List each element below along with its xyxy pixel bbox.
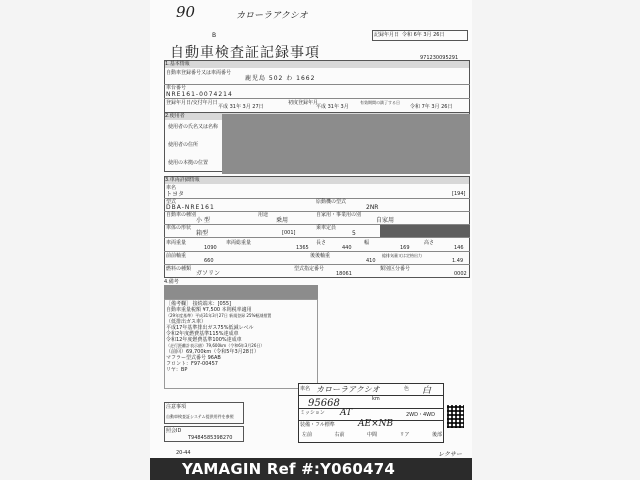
print-code: 20-44 [176, 450, 191, 456]
chassis-label: 車台番号 [166, 85, 187, 91]
displacement-label: 総排気量又は定格出力 [382, 253, 422, 258]
document-number: 971230095291 [420, 55, 459, 61]
maker-label: 車名 [166, 185, 177, 191]
issue-date-label: 記録年月日 [374, 32, 400, 38]
use-value: 乗用 [276, 217, 289, 224]
body-value: 箱型 [196, 230, 209, 237]
width-label: 幅 [364, 240, 370, 246]
sticker-option: 後部 [431, 432, 442, 438]
redacted-field [380, 225, 470, 237]
use-label: 用途 [258, 212, 269, 218]
footer-ref: YAMAGIN Ref #:Y060474 [182, 460, 395, 478]
divider [298, 395, 444, 396]
sticker-drive-options: 2WD・4WD [406, 412, 435, 418]
sticker-color: 白 [422, 386, 432, 396]
user-addr-label: 使用者の住所 [168, 142, 199, 148]
model-label: 型式 [166, 199, 177, 205]
qr-code [447, 405, 464, 428]
capacity-value: 5 [352, 230, 356, 237]
remark-line: リヤ：BP [166, 367, 188, 373]
model-value: DBA-NRE161 [166, 204, 215, 211]
sticker-equipment-label: 装備・フル標準 [300, 422, 335, 428]
sticker-car-name-label: 車名 [300, 386, 311, 392]
divider [164, 237, 470, 238]
reg-value: 鹿児島 502 わ 1662 [245, 75, 316, 82]
redacted-remarks [164, 285, 318, 299]
first-reg-value: 平成 31年 3月 27日 [218, 104, 264, 110]
first-year-value: 平成 31年 3月 [316, 104, 349, 110]
rear-axle-value: 410 [366, 258, 376, 264]
divider [164, 84, 470, 85]
remark-line: （29年度基準）平成31年3月27日 新規登録 25%軽減措置 [166, 313, 272, 318]
capacity-label: 乗車定員 [316, 225, 337, 231]
sticker-mission-label: ミッション [300, 410, 325, 416]
engine-value: 2NR [366, 204, 379, 211]
user-name-label: 使用者の氏名又は名称 [168, 124, 219, 130]
handwritten-corner-note: レクサー [438, 451, 462, 458]
gross-value: 1365 [296, 245, 309, 251]
sticker-mileage: 95668 [308, 398, 340, 409]
sticker-option: 中間 [366, 432, 377, 438]
class-no-label: 類別区分番号 [380, 266, 411, 272]
front-axle-value: 660 [204, 258, 214, 264]
section-basic: 1.基本情報 [165, 61, 469, 68]
remark-line: （低排出ガス車） [166, 319, 207, 325]
title-prefix: B [212, 32, 217, 39]
remark-line: 令和2年度燃費基準115%達成車 [166, 331, 239, 337]
remark-line: 自動車重量税額 ¥7,500 本則税率適用 [166, 307, 252, 313]
sticker-car-name: カローラアクシオ [316, 385, 380, 394]
first-year-label: 初度登録年月 [288, 100, 319, 106]
expiry-value: 令和 7年 3月 26日 [410, 104, 453, 110]
displacement-value: 1.49 [452, 258, 464, 264]
notice-text: 自動車検査証システム提供用件を参照 [166, 414, 234, 419]
remark-line: 平成17年基準排出ガス75%低減レベル [166, 325, 254, 331]
weight-label: 車両重量 [166, 240, 187, 246]
sticker-option: 左前 [302, 432, 313, 438]
front-axle-label: 前前軸重 [166, 253, 187, 259]
width-value: 169 [400, 245, 410, 251]
remark-line: （走行距離計表示値）79,600km（令和6年3月26日） [166, 343, 265, 348]
sticker-color-label: 色 [404, 386, 410, 392]
type-no-label: 型式指定番号 [294, 266, 325, 272]
maker-code: [194] [452, 191, 466, 197]
height-value: 146 [454, 245, 464, 251]
reg-label: 自動車登録番号又は車両番号 [166, 70, 232, 76]
divider [164, 264, 470, 265]
sticker-mission: AT [340, 408, 353, 418]
id-label: 照会ID [166, 428, 182, 434]
sticker-mileage-label: km [372, 396, 380, 402]
handwritten-number: 90 [176, 3, 196, 21]
body-code: [001] [282, 230, 296, 236]
divider [164, 98, 470, 99]
notice-label: 注意事項 [166, 404, 187, 410]
length-label: 長さ [316, 240, 327, 246]
remark-line: フロント：F97-00457 [166, 361, 218, 367]
first-reg-label: 登録年月日/交付年月日 [166, 100, 218, 106]
chassis-value: NRE161-0074214 [166, 91, 233, 98]
divider [298, 408, 444, 409]
purpose-label: 自家用・事業用の別 [316, 212, 362, 218]
maker-value: トヨタ [166, 191, 185, 198]
sticker-equipment: AE×NB [358, 419, 394, 429]
expiry-label: 有効期間の満了する日 [360, 100, 400, 105]
purpose-value: 自家用 [376, 217, 395, 224]
remark-line: マフラー型式番号 96AB [166, 355, 221, 361]
rear-axle-label: 後後軸重 [310, 253, 331, 259]
page-title: 自動車検査証記録事項 [170, 45, 320, 61]
id-value: T9484585398270 [188, 435, 233, 441]
sticker-option: リア [399, 432, 410, 438]
remark-line: ［備考欄］ 接続端末：[055] [166, 301, 232, 307]
type-no-value: 18061 [336, 271, 352, 277]
remark-line: 令和12年度燃費基準100%達成車 [166, 337, 242, 343]
section-vehicle: 3.車両詳細情報 [165, 177, 469, 184]
divider [164, 251, 470, 252]
base-label: 使用の本拠の位置 [168, 160, 209, 166]
section-remarks: 4.備考 [164, 279, 179, 285]
fuel-label: 燃料の種類 [166, 266, 192, 272]
kind-label: 自動車の種別 [166, 212, 197, 218]
remarks-list [166, 301, 316, 373]
kind-value: 小 型 [196, 217, 210, 224]
remark-line: （前回）69,700km（令和5年3月28日） [166, 349, 259, 355]
issue-date: 令和 6年 3月 26日 [402, 32, 445, 38]
length-value: 440 [342, 245, 352, 251]
class-no-value: 0002 [454, 271, 467, 277]
height-label: 高さ [424, 240, 435, 246]
sticker-options [302, 432, 442, 438]
fuel-value: ガソリン [196, 270, 221, 277]
weight-value: 1090 [204, 245, 217, 251]
sticker-option: 右前 [334, 432, 345, 438]
handwritten-model: カローラアクシオ [236, 11, 308, 21]
gross-label: 車両総重量 [226, 240, 252, 246]
body-label: 車体の形状 [166, 225, 192, 231]
section-owner: 2.使用者 [165, 113, 469, 120]
engine-label: 原動機の型式 [316, 199, 347, 205]
redacted-owner [222, 114, 470, 174]
